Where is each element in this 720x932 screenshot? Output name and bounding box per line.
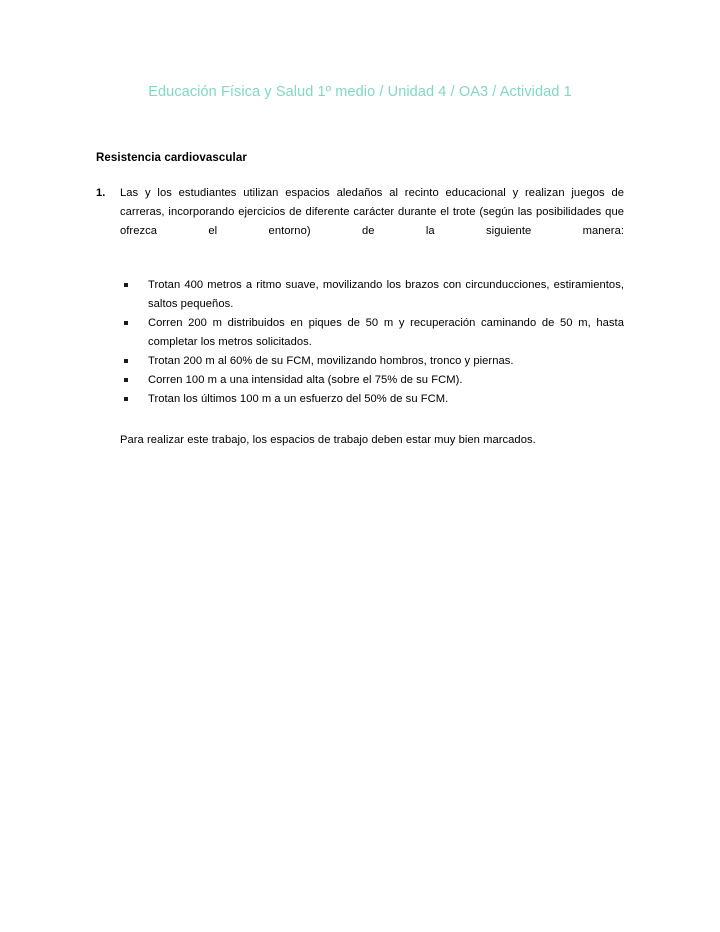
list-number: 1.: [96, 187, 106, 199]
list-item-text: Trotan los últimos 100 m a un esfuerzo del 50% de su FCM.: [148, 393, 449, 405]
bullet-square-icon: [124, 359, 128, 363]
bullet-square-icon: [124, 397, 128, 401]
list-item-text: Trotan 200 m al 60% de su FCM, movilizando hombros, tronco y piernas.: [148, 355, 514, 367]
numbered-item-text: Las y los estudiantes utilizan espacios aledaños al recinto educacional y realizan juegos de carreras, incorporando ejercicios de diferente carácter durante el trote (según las posibilidades que ofrezca el entorno) de la siguiente manera:: [120, 187, 624, 237]
list-item-text: Corren 200 m distribuidos en piques de 50 m y recuperación caminando de 50 m, hasta completar los metros solicitados.: [148, 317, 624, 348]
bullet-square-icon: [124, 378, 128, 382]
list-item: [120, 276, 624, 314]
breadcrumb: Educación Física y Salud 1º medio / Unidad 4 / OA3 / Actividad 1: [148, 84, 572, 100]
list-item-text: Trotan 400 metros a ritmo suave, movilizando los brazos con circunducciones, estiramientos, saltos pequeños.: [148, 279, 624, 310]
list-item-text: Corren 100 m a una intensidad alta (sobre el 75% de su FCM).: [148, 374, 463, 386]
document-body: [96, 150, 624, 450]
list-item: [120, 352, 624, 371]
list-item: [120, 371, 624, 390]
numbered-item: [96, 184, 624, 260]
bullet-square-icon: [124, 321, 128, 325]
section-heading: Resistencia cardiovascular: [96, 152, 247, 164]
list-item: [120, 390, 624, 409]
list-item: [120, 314, 624, 352]
closing-paragraph: Para realizar este trabajo, los espacios de trabajo deben estar muy bien marcados.: [120, 434, 536, 446]
bullet-square-icon: [124, 283, 128, 287]
bullet-list: [96, 276, 624, 409]
